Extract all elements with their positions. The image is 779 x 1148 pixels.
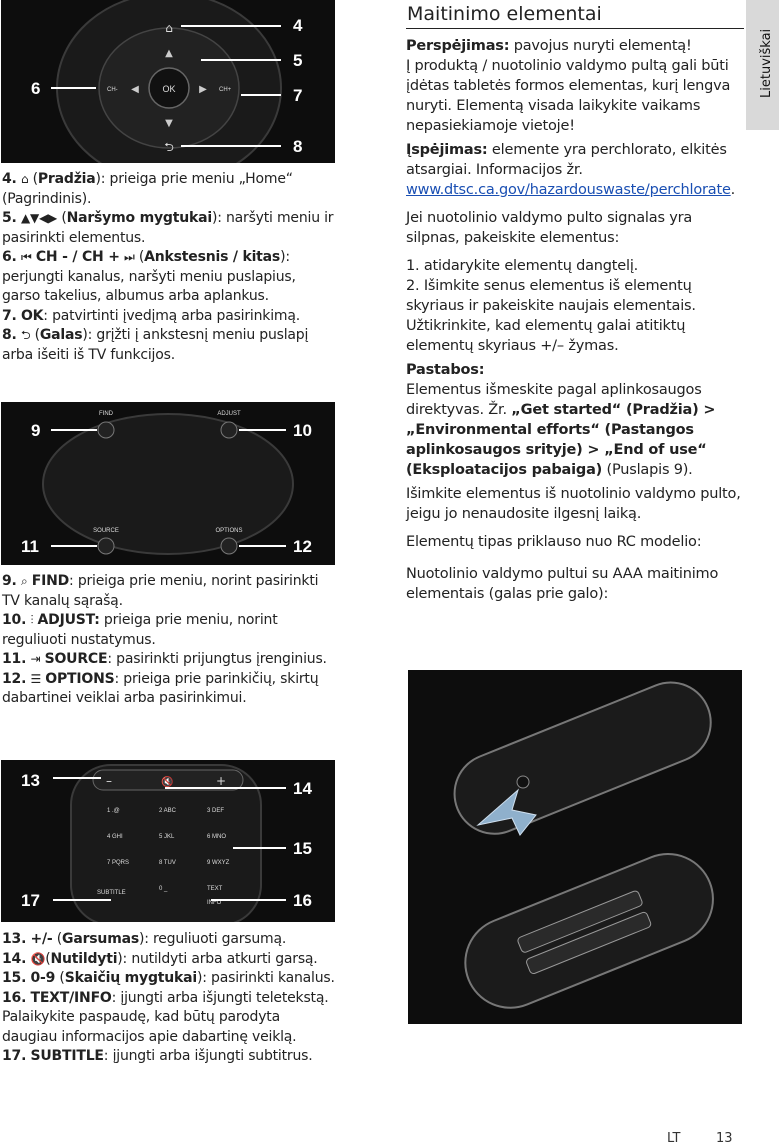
remote-figure-function-keys <box>1 402 335 565</box>
adjust-icon: ⫶ <box>30 613 34 627</box>
battery-type-text: Elementų tipas priklauso nuo RC modelio: <box>406 534 702 550</box>
key-8: 8 TUV <box>159 860 176 866</box>
home-icon: ⌂ <box>165 21 173 35</box>
callout-13: 13 <box>21 771 40 790</box>
key-6: 6 MNO <box>207 834 227 840</box>
callout-16: 16 <box>293 891 312 910</box>
key-5: 5 JKL <box>159 834 175 840</box>
notes-label: Pastabos: <box>406 362 485 378</box>
back-icon: ⮌ <box>20 328 31 342</box>
battery-compartment <box>452 840 727 1021</box>
callout-7: 7 <box>293 86 303 105</box>
item-13: 13. +/- (Garsumas): reguliuoti garsumą. <box>2 931 287 947</box>
callout-11: 11 <box>21 537 39 556</box>
search-icon <box>98 422 114 438</box>
navigation-arrows-icon: ▲▼◀▶ <box>20 211 58 225</box>
home-icon: ⌂ <box>20 172 29 186</box>
item-4: 4. ⌂ (Pradžia): prieiga prie meniu „Home“ (Pagrindinis). <box>2 171 293 207</box>
callout-8: 8 <box>293 137 303 156</box>
left-arrow-icon: ◀ <box>131 84 139 95</box>
key-2: 2 ABC <box>159 808 177 814</box>
remove-batteries-text: Išimkite elementus iš nuotolinio valdymo pulto, jeigu jo nenaudosite ilgesnį laiką. <box>406 486 741 522</box>
callout-17: 17 <box>21 891 40 910</box>
caution-paragraph: Įspėjimas: elemente yra perchlorato, elkitės atsargiai. Informacijos žr. www.dtsc.ca.gov/hazardouswaste/perchlorate. <box>406 142 736 198</box>
remote-figure-keypad <box>1 760 335 922</box>
ch-minus-label: CH- <box>107 87 118 93</box>
item-12: 12. ☰ OPTIONS: prieiga prie parinkičių, skirtų dabartinei veiklai arba pasirinkimui. <box>2 670 319 706</box>
item-14: 14. 🔇(Nutildyti): nutildyti arba atkurti garsą. <box>2 950 336 970</box>
keypad-descriptions <box>2 930 336 1067</box>
down-arrow-icon: ▼ <box>165 118 173 129</box>
adjust-label: ADJUST <box>217 411 241 417</box>
item-9: 9. ⌕ FIND: prieiga prie meniu, norint pasirinkti TV kanalų sąrašą. <box>2 573 319 609</box>
key-subtitle: SUBTITLE <box>97 890 126 896</box>
item-7: 7. OK: patvirtinti įvedįmą arba pasirinkimą. <box>2 307 300 324</box>
nav-button-descriptions <box>2 170 336 365</box>
key-4: 4 GHI <box>107 834 123 840</box>
callout-10: 10 <box>293 421 312 440</box>
callout-5: 5 <box>293 51 303 70</box>
previous-icon: ⏮ <box>20 250 32 264</box>
key-7: 7 PQRS <box>107 860 130 866</box>
item-10: 10. ⫶ ADJUST: prieiga prie meniu, norint reguliuoti nustatymus. <box>2 612 278 648</box>
callout-14: 14 <box>293 779 312 798</box>
warning-paragraph: Perspėjimas: pavojus nuryti elementą! <box>406 38 692 54</box>
perchlorate-link[interactable]: www.dtsc.ca.gov/hazardouswaste/perchlorate <box>406 182 731 198</box>
callout-4: 4 <box>293 16 303 35</box>
item-6: 6. ⏮ CH - / CH + ⏭ (Ankstesnis / kitas): perjungti kanalus, naršyti meniu puslapius, garso takelius, albumus arba aplankus. <box>2 249 296 304</box>
right-column <box>406 0 744 604</box>
warning-body: Į produktą / nuotolinio valdymo pultą gali būti įdėtas tabletės formos elementas, kurį lengva nuryti. Elementą visada laikykite vaikams nepasiekiamoje vietoje! <box>406 58 731 134</box>
remote-figure-navigation <box>1 0 335 163</box>
options-label: OPTIONS <box>215 528 243 534</box>
key-text: TEXT <box>207 886 223 892</box>
options-icon <box>221 538 237 554</box>
source-label: SOURCE <box>93 528 119 534</box>
callout-15: 15 <box>293 839 312 858</box>
remote-keypad-illustration <box>1 760 335 922</box>
up-arrow-icon: ▲ <box>165 48 173 59</box>
key-info: INFO <box>207 900 222 906</box>
item-16: 16. TEXT/INFO: įjungti arba išjungti teletekstą. Palaikykite paspaudę, kad būtų parodyta daugiau informacijos apie dabartinę veiklą. <box>2 989 329 1045</box>
callout-9: 9 <box>31 421 41 440</box>
find-label: FIND <box>99 411 113 417</box>
item-17: 17. SUBTITLE: įjungti arba išjungti subtitrus. <box>2 1048 313 1064</box>
ok-button-label: OK <box>162 84 176 94</box>
back-icon: ⮌ <box>164 140 174 154</box>
callout-12: 12 <box>293 537 312 556</box>
adjust-icon <box>221 422 237 438</box>
function-key-descriptions <box>2 572 336 709</box>
step-1: 1. atidarykite elementų dangtelį. <box>406 258 639 274</box>
cover-notch <box>517 776 529 788</box>
volume-up-icon: + <box>216 774 227 788</box>
aaa-text: Nuotolinio valdymo pultui su AAA maitinimo elementais (galas prie galo): <box>406 566 719 602</box>
source-icon: ⇥ <box>30 652 41 666</box>
remote-nav-illustration <box>1 0 335 163</box>
ch-plus-label: CH+ <box>219 87 232 93</box>
source-icon <box>98 538 114 554</box>
step-2: 2. Išimkite senus elementus iš elementų skyriaus ir pakeiskite naujais elementais. Užtikrinkite, kad elementų galai atitiktų elementų skyriaus +/– žymas. <box>406 278 696 354</box>
key-0: 0 _ <box>159 886 168 892</box>
key-1: 1 .@ <box>107 808 120 814</box>
remote-function-illustration <box>1 402 335 565</box>
options-icon: ☰ <box>30 671 42 686</box>
item-5: 5. ▲▼◀▶ (Naršymo mygtukai): naršyti meniu ir pasirinkti elementus. <box>2 210 334 246</box>
search-icon: ⌕ <box>20 574 28 588</box>
mute-icon: 🔇 <box>30 951 46 966</box>
language-tab-label: Lietuviškai <box>759 28 774 98</box>
key-3: 3 DEF <box>207 808 225 814</box>
item-11: 11. ⇥ SOURCE: pasirinkti prijungtus įrenginius. <box>2 650 336 670</box>
battery-illustration <box>408 670 742 1024</box>
section-heading: Maitinimo elementai <box>406 0 744 29</box>
weak-signal-text: Jei nuotolinio valdymo pulto signalas yra silpnas, pakeiskite elementus: <box>406 210 693 246</box>
footer-language: LT <box>667 1131 681 1146</box>
next-icon: ⏭ <box>124 250 135 264</box>
right-arrow-icon: ▶ <box>199 84 207 95</box>
mute-icon: 🔇 <box>161 777 174 788</box>
notes-text: Elementus išmeskite pagal aplinkosaugos direktyvas. Žr. „Get started“ (Pradžia) > „Environmental efforts“ (Pastangos aplinkosaugos srityje) > „End of use“ (Eksploatacijos pabaiga) (Puslapis 9). <box>406 382 716 478</box>
volume-down-icon: – <box>106 774 112 788</box>
callout-6: 6 <box>31 79 41 98</box>
item-15: 15. 0-9 (Skaičių mygtukai): pasirinkti kanalus. <box>2 970 335 986</box>
language-tab <box>746 0 779 130</box>
item-8: 8. ⮌ (Galas): grįžti į ankstesnį meniu puslapį arba išeiti iš TV funkcijos. <box>2 327 309 363</box>
battery-compartment-image <box>408 670 742 1024</box>
footer-page-number: 13 <box>716 1131 733 1146</box>
key-9: 9 WXYZ <box>207 860 230 866</box>
